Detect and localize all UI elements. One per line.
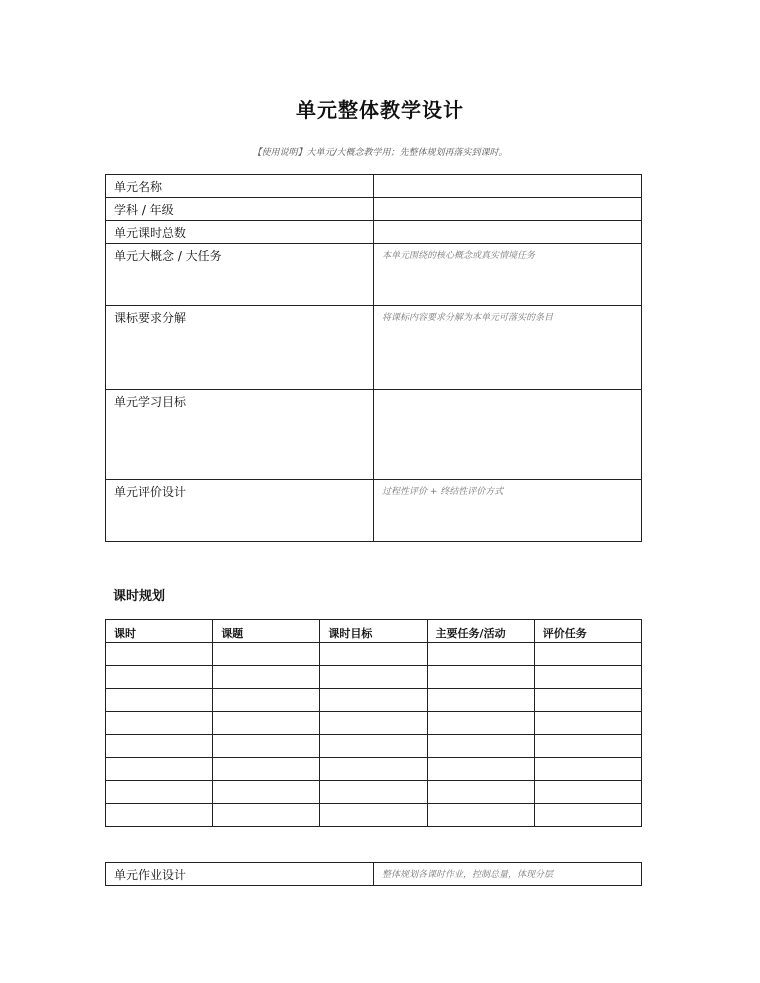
table-cell[interactable] <box>320 689 427 712</box>
column-header: 课时 <box>106 620 213 643</box>
table-cell[interactable] <box>213 781 320 804</box>
info-label: 单元名称 <box>106 175 374 198</box>
table-cell[interactable] <box>213 666 320 689</box>
info-row-total-periods <box>106 221 642 244</box>
table-cell[interactable] <box>427 689 534 712</box>
table-cell[interactable] <box>427 643 534 666</box>
info-label: 单元学习目标 <box>106 390 374 480</box>
table-cell[interactable] <box>213 689 320 712</box>
info-label: 单元评价设计 <box>106 480 374 542</box>
table-cell[interactable] <box>427 758 534 781</box>
table-cell[interactable] <box>106 689 213 712</box>
lesson-rows <box>106 643 642 827</box>
table-cell[interactable] <box>106 781 213 804</box>
info-value-cell[interactable] <box>374 198 642 221</box>
info-value-cell[interactable] <box>374 221 642 244</box>
info-value-cell[interactable] <box>374 390 642 480</box>
table-cell[interactable] <box>320 781 427 804</box>
table-cell[interactable] <box>427 781 534 804</box>
info-row-subject-grade <box>106 198 642 221</box>
info-label: 单元大概念 / 大任务 <box>106 244 374 306</box>
table-cell[interactable] <box>534 781 641 804</box>
column-header: 课题 <box>213 620 320 643</box>
lesson-plan-title: 课时规划 <box>113 589 166 604</box>
usage-note: 【使用说明】大单元/大概念教学用；先整体规划再落实到课时。 <box>252 148 508 158</box>
homework-value-cell[interactable] <box>374 863 642 886</box>
info-label: 课标要求分解 <box>106 306 374 390</box>
table-cell[interactable] <box>534 689 641 712</box>
lesson-header-row <box>106 620 642 643</box>
table-cell[interactable] <box>213 804 320 827</box>
table-cell[interactable] <box>213 735 320 758</box>
table-row <box>106 735 642 758</box>
info-row-big-concept <box>106 244 642 306</box>
table-row <box>106 781 642 804</box>
table-cell[interactable] <box>320 735 427 758</box>
table-cell[interactable] <box>534 712 641 735</box>
table-cell[interactable] <box>427 735 534 758</box>
info-value-cell[interactable] <box>374 175 642 198</box>
column-header: 评价任务 <box>534 620 641 643</box>
page-title: 单元整体教学设计 <box>296 98 464 122</box>
lesson-plan-table <box>105 619 642 827</box>
table-cell[interactable] <box>534 666 641 689</box>
info-row-standards <box>106 306 642 390</box>
unit-info-table <box>105 174 642 542</box>
info-row-learning-goals <box>106 390 642 480</box>
column-header: 主要任务/活动 <box>427 620 534 643</box>
table-cell[interactable] <box>534 804 641 827</box>
info-row-unit-name <box>106 175 642 198</box>
table-cell[interactable] <box>534 643 641 666</box>
table-cell[interactable] <box>427 712 534 735</box>
homework-row <box>106 863 642 886</box>
table-cell[interactable] <box>106 804 213 827</box>
table-cell[interactable] <box>320 666 427 689</box>
homework-hint: 整体规划各课时作业，控制总量，体现分层 <box>382 870 554 880</box>
table-cell[interactable] <box>427 666 534 689</box>
info-hint: 将课标内容要求分解为本单元可落实的条目 <box>382 313 554 323</box>
table-row <box>106 758 642 781</box>
info-value-cell[interactable] <box>374 306 642 390</box>
table-row <box>106 804 642 827</box>
table-row <box>106 643 642 666</box>
table-cell[interactable] <box>427 804 534 827</box>
table-cell[interactable] <box>320 804 427 827</box>
column-header: 课时目标 <box>320 620 427 643</box>
table-row <box>106 689 642 712</box>
info-value-cell[interactable] <box>374 244 642 306</box>
info-value-cell[interactable] <box>374 480 642 542</box>
homework-table <box>105 862 642 886</box>
table-cell[interactable] <box>213 758 320 781</box>
table-cell[interactable] <box>106 666 213 689</box>
table-cell[interactable] <box>213 643 320 666</box>
table-cell[interactable] <box>106 643 213 666</box>
table-row <box>106 712 642 735</box>
info-label: 单元课时总数 <box>106 221 374 244</box>
info-hint: 本单元围绕的核心概念或真实情境任务 <box>382 251 536 261</box>
table-cell[interactable] <box>213 712 320 735</box>
table-cell[interactable] <box>320 643 427 666</box>
table-row <box>106 666 642 689</box>
table-cell[interactable] <box>106 712 213 735</box>
table-cell[interactable] <box>534 735 641 758</box>
table-cell[interactable] <box>320 758 427 781</box>
table-cell[interactable] <box>534 758 641 781</box>
table-cell[interactable] <box>106 735 213 758</box>
info-hint: 过程性评价 + 终结性评价方式 <box>382 487 504 497</box>
table-cell[interactable] <box>106 758 213 781</box>
info-label: 学科 / 年级 <box>106 198 374 221</box>
homework-label: 单元作业设计 <box>106 863 374 886</box>
info-row-assessment <box>106 480 642 542</box>
table-cell[interactable] <box>320 712 427 735</box>
